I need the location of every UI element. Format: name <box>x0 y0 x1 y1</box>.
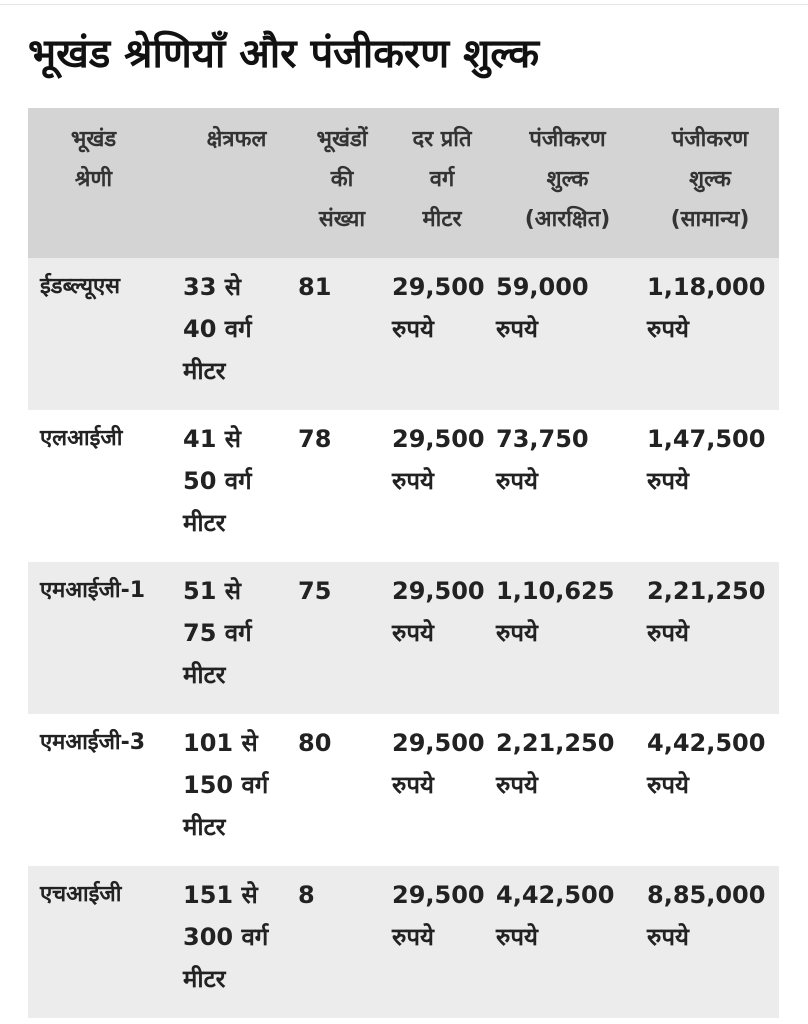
header-rate: दर प्रति वर्ग मीटर <box>412 127 472 232</box>
cell-fee-general: 1,18,000 रुपये <box>647 273 766 343</box>
cell-count: 75 <box>298 577 332 605</box>
cell-rate: 29,500 रुपये <box>392 729 485 799</box>
header-category: भूखंड श्रेणी <box>70 127 117 192</box>
table-row <box>28 562 779 714</box>
cell-fee-reserved: 1,10,625 रुपये <box>496 577 615 647</box>
cell-fee-reserved: 59,000 रुपये <box>496 273 589 343</box>
cell-fee-general: 2,21,250 रुपये <box>647 577 766 647</box>
cell-fee-reserved: 4,42,500 रुपये <box>496 881 615 951</box>
cell-count: 80 <box>298 729 332 757</box>
cell-count: 78 <box>298 425 332 453</box>
cell-category: एमआईजी-1 <box>40 578 146 603</box>
page-title: भूखंड श्रेणियाँ और पंजीकरण शुल्क <box>28 31 540 77</box>
cell-category: एलआईजी <box>40 426 123 451</box>
cell-area: 41 से 50 वर्ग मीटर <box>183 425 252 537</box>
cell-area: 33 से 40 वर्ग मीटर <box>183 273 252 385</box>
cell-category: एचआईजी <box>40 882 122 907</box>
cell-fee-reserved: 73,750 रुपये <box>496 425 589 495</box>
cell-fee-reserved: 2,21,250 रुपये <box>496 729 615 799</box>
table-row <box>28 258 779 410</box>
cell-count: 8 <box>298 881 315 909</box>
cell-fee-general: 8,85,000 रुपये <box>647 881 766 951</box>
header-count: भूखंडों की संख्या <box>316 127 368 232</box>
header-fee-reserved: पंजीकरण शुल्क (आरक्षित) <box>524 127 611 232</box>
cell-rate: 29,500 रुपये <box>392 577 485 647</box>
table-row <box>28 866 779 1018</box>
cell-fee-general: 1,47,500 रुपये <box>647 425 766 495</box>
cell-fee-general: 4,42,500 रुपये <box>647 729 766 799</box>
table-row <box>28 714 779 866</box>
fee-table <box>28 108 779 1018</box>
cell-category: एमआईजी-3 <box>40 730 146 755</box>
table-header-row <box>28 108 779 258</box>
header-fee-general: पंजीकरण शुल्क (सामान्य) <box>670 127 750 232</box>
cell-rate: 29,500 रुपये <box>392 425 485 495</box>
cell-rate: 29,500 रुपये <box>392 881 485 951</box>
cell-rate: 29,500 रुपये <box>392 273 485 343</box>
cell-area: 51 से 75 वर्ग मीटर <box>183 577 252 689</box>
cell-count: 81 <box>298 273 332 301</box>
cell-area: 151 से 300 वर्ग मीटर <box>183 881 269 993</box>
cell-area: 101 से 150 वर्ग मीटर <box>183 729 269 841</box>
header-area: क्षेत्रफल <box>206 127 267 152</box>
top-divider <box>0 4 808 5</box>
table-row <box>28 410 779 562</box>
cell-category: ईडब्ल्यूएस <box>40 274 121 299</box>
